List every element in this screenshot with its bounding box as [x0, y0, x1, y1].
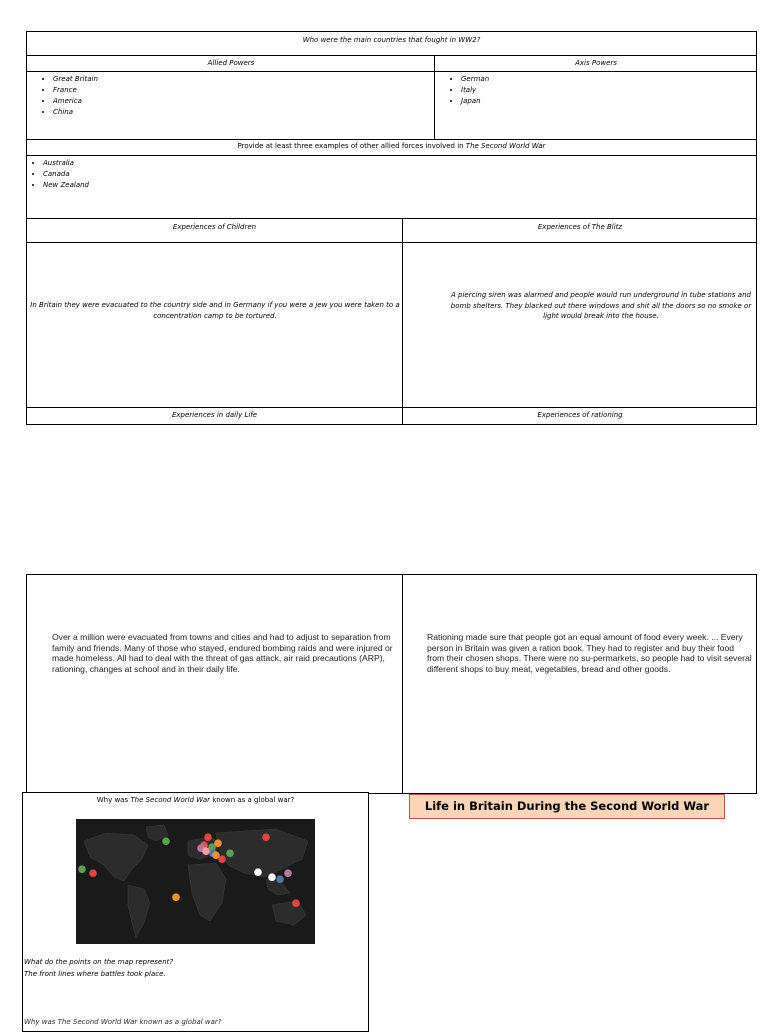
list-item: • Italy — [461, 85, 755, 96]
column-divider — [402, 218, 403, 425]
blitz-title: Experiences of The Blitz — [537, 223, 623, 231]
list-item: • New Zealand — [43, 180, 756, 191]
other-allies-list — [27, 158, 756, 191]
axis-list-cell — [435, 74, 755, 107]
list-item: • Japan — [461, 96, 755, 107]
list-item: • German — [461, 74, 755, 85]
other-allies-prompt-emph: The Second World War — [465, 142, 546, 150]
experiences-table — [26, 574, 757, 794]
world-map-svg — [76, 819, 315, 944]
global-war-title — [23, 796, 368, 804]
axis-title: Axis Powers — [575, 59, 617, 67]
australia-landmass — [272, 901, 306, 925]
map-pin-icon — [202, 847, 210, 855]
row-divider — [26, 218, 757, 219]
rationing-text: Rationing made sure that people got an equal amount of food every week. ... Every person in Britain was given a ration book. They had to register and buy their food from their chosen shops. There were no su-permarkets, so people had to visit several different shops to buy meat, vegetables, bread and other goods. — [427, 632, 752, 674]
other-allies-prompt-text: Provide at least three examples of other allied forces involved in — [237, 142, 466, 150]
row-divider — [26, 407, 757, 408]
q2-prefix: Why was — [24, 1018, 58, 1026]
allied-list-cell — [27, 74, 433, 118]
map-pin-icon — [226, 849, 234, 857]
global-question-2 — [24, 1018, 364, 1026]
map-pin-icon — [162, 837, 170, 845]
rationing-title: Experiences of rationing — [537, 411, 623, 419]
map-pin-icon — [262, 833, 270, 841]
map-pin-icon — [172, 893, 180, 901]
children-title: Experiences of Children — [172, 223, 257, 231]
africa-landmass — [188, 863, 226, 921]
row-divider — [26, 139, 757, 140]
global-title-emph: The Second World War — [130, 796, 210, 804]
map-question: What do the points on the map represent? — [24, 958, 174, 966]
map-pin-icon — [292, 899, 300, 907]
list-item: • Great Britain — [53, 74, 433, 85]
map-pin-icon — [78, 865, 86, 873]
map-pin-icon — [204, 833, 212, 841]
map-pin-icon — [89, 869, 97, 877]
list-item: • France — [53, 85, 433, 96]
other-allies-prompt — [27, 142, 756, 150]
row-divider — [26, 155, 757, 156]
q2-suffix: known as a global war? — [137, 1018, 222, 1026]
daily-life-text: Over a million were evacuated from towns and cities and had to adjust to separation from family and friends. Many of those who stayed, endured bombing raids and were injured or made homeless. All had to deal with the threat of gas attack, air raid precautions (ARP), rationing, changes at school and in their daily life. — [52, 632, 393, 674]
header-question: Who were the main countries that fought in WW2? — [302, 36, 481, 44]
q2-emph: The Second World War — [57, 1018, 138, 1026]
south-america-landmass — [128, 885, 150, 937]
list-item: • Australia — [43, 158, 756, 169]
global-title-suffix: known as a global war? — [210, 796, 295, 804]
map-answer: The front lines where battles took place. — [24, 970, 166, 978]
row-divider — [26, 71, 757, 72]
map-pin-icon — [254, 868, 262, 876]
allied-title: Allied Powers — [207, 59, 255, 67]
column-divider — [402, 574, 403, 794]
list-item: • Canada — [43, 169, 756, 180]
axis-list — [435, 74, 755, 107]
world-map — [76, 819, 315, 944]
global-title-prefix: Why was — [96, 796, 131, 804]
map-pin-icon — [218, 855, 226, 863]
map-pin-icon — [284, 869, 292, 877]
row-divider — [26, 55, 757, 56]
row-divider — [26, 242, 757, 243]
other-allies-cell — [27, 158, 756, 191]
map-pin-icon — [276, 875, 284, 883]
children-text: In Britain they were evacuated to the country side and in Germany if you were a jew you were taken to a concentration camp to be tortured. — [30, 301, 400, 320]
daily-life-title: Experiences in daily Life — [171, 411, 258, 419]
list-item: • America — [53, 96, 433, 107]
title-banner: Life in Britain During the Second World War — [409, 794, 725, 819]
allied-list — [27, 74, 433, 118]
map-pin-icon — [268, 873, 276, 881]
blitz-text: A piercing siren was alarmed and people would run underground in tube stations and bomb shelters. They blacked out there windows and shit all the doors so no smoke or light would break into the house. — [450, 291, 752, 320]
list-item: • China — [53, 107, 433, 118]
